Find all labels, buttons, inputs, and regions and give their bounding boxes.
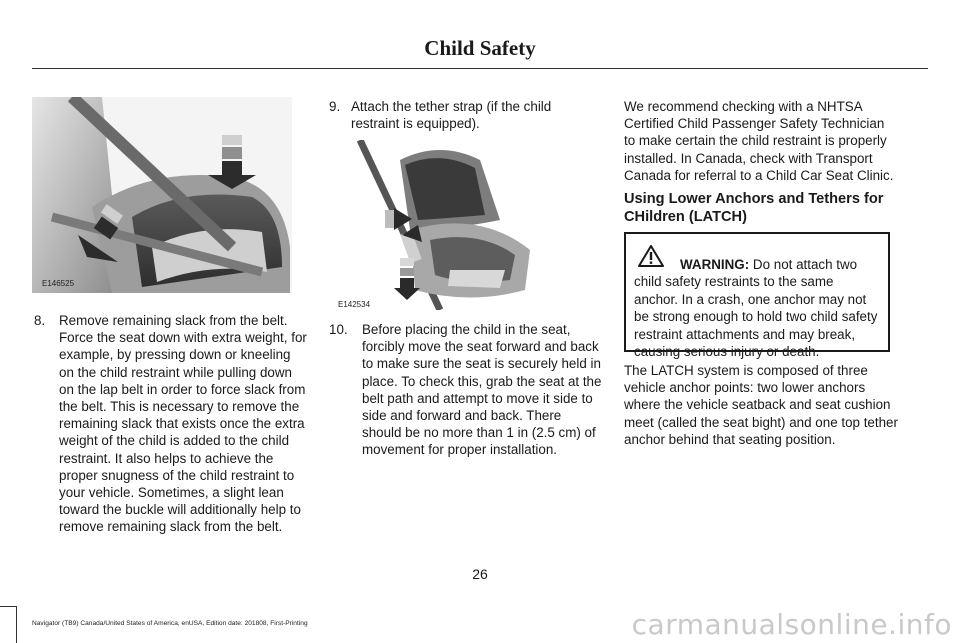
warning-triangle-icon <box>638 245 664 267</box>
edition-info: Navigator (TB9) Canada/United States of America, enUSA, Edition date: 201808, First-Printing <box>32 620 308 627</box>
warning-lead: WARNING: <box>680 257 750 272</box>
step-text: Before placing the child in the seat, forcibly move the seat forward and back to make sure the seat is securely held in place. To check this, grab the seat at the belt path and attempt to move it side to side and forward and back. There should be no more than 1 in (2.5 cm) of movement for proper installation. <box>362 322 602 458</box>
warning-text: Do not attach two child safety restraints to the same anchor. In a crash, one anchor may not be strong enough to hold two child safety restraint attachments and may break, causing serious injury or death. <box>634 257 878 360</box>
car-seat-illustration-slack <box>32 97 292 293</box>
figure-code: E142534 <box>338 300 371 309</box>
step-number: 10. <box>329 322 348 337</box>
step-number: 9. <box>329 99 341 114</box>
intro-paragraph: We recommend checking with a NHTSA Certified Child Passenger Safety Technician to make certain the child restraint is properly installed. In Canada, check with Transport Canada for referral to a Child Car Seat Clinic. <box>624 99 894 183</box>
section-heading: Using Lower Anchors and Tethers for CHildren (LATCH) <box>624 191 884 225</box>
step-text: Attach the tether strap (if the child restraint is equipped). <box>351 99 552 132</box>
watermark: carmanualsonline.info <box>631 608 952 641</box>
tether-strap-illustration <box>330 140 590 310</box>
figure-code: E146525 <box>42 279 75 288</box>
footer-crop-mark <box>16 606 17 643</box>
header-divider <box>32 68 928 69</box>
step-number: 8. <box>34 313 46 328</box>
page-title: Child Safety <box>424 36 536 60</box>
latch-paragraph: The LATCH system is composed of three vehicle anchor points: two lower anchors where the vehicle seatback and seat cushion meet (called the seat bight) and one top tether anchor behind that seating position. <box>624 363 898 447</box>
warning-box <box>624 232 890 360</box>
footer-crop-mark-horizontal <box>0 606 16 607</box>
step-text: Remove remaining slack from the belt. Force the seat down with extra weight, for example, by pressing down or kneeling on the child restraint while pulling down on the lap belt in order to force slack from the belt. This is necessary to remove the remaining slack that exists once the extra weight of the child is added to the child restraint. It also helps to achieve the proper snugness of the child restraint to your vehicle. Sometimes, a slight lean toward the buckle will additionally help to remove remaining slack from the belt. <box>59 313 307 535</box>
page-number: 26 <box>472 566 488 582</box>
warning-text-block <box>634 256 880 360</box>
